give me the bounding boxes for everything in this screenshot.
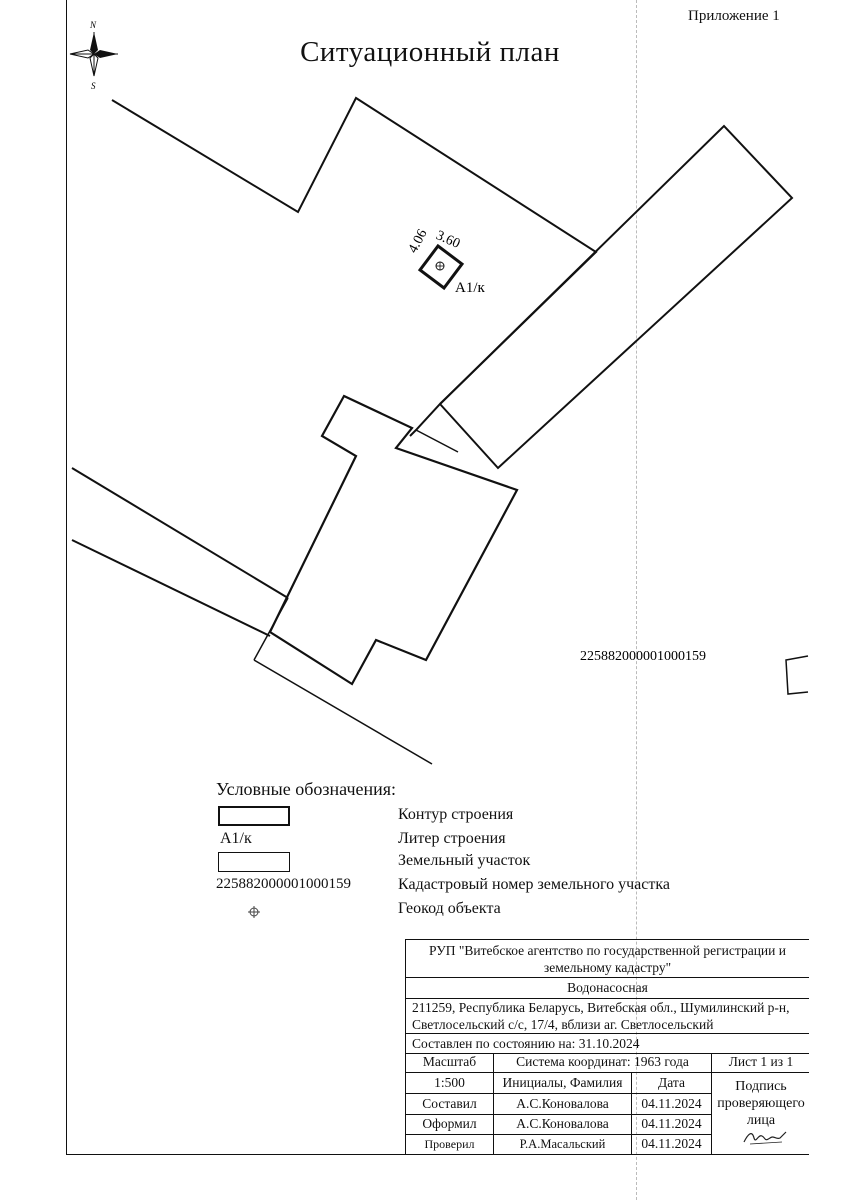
map-cadastral-number: 225882000001000159: [580, 649, 706, 664]
legend-geocode-icon: [246, 904, 262, 920]
tb-coord-system: Система координат: 1963 года: [494, 1054, 712, 1072]
legend-land-parcel-symbol: [218, 852, 290, 872]
legend-building-contour-symbol: [218, 806, 290, 826]
tb-date-compiled: 04.11.2024: [632, 1094, 712, 1114]
tb-date-prepared: 04.11.2024: [632, 1114, 712, 1134]
tb-address: 211259, Республика Беларусь, Витебская обл., Шумилинский р-н, Светлосельский с/с, 17/4, вблизи аг. Светлосельский: [406, 998, 809, 1034]
legend-cadastral-text: Кадастровый номер земельного участка: [398, 876, 670, 893]
tb-row-compiled: [406, 1094, 711, 1115]
tb-object-name: Водонасосная: [406, 978, 809, 999]
signature-mark: [742, 1126, 790, 1148]
compass-south-label: S: [91, 81, 96, 91]
compass-north-label: N: [90, 20, 97, 30]
tb-col-signature: Подпись проверяющего лица: [717, 1079, 805, 1128]
tb-scale-label: Масштаб: [406, 1054, 494, 1072]
tb-role-checked: Проверил: [406, 1134, 494, 1154]
tb-row-checked: [406, 1134, 711, 1154]
neighbor-strip-upper: [440, 126, 792, 468]
building-litera-label: A1/к: [455, 280, 485, 296]
legend-litera-symbol: A1/к: [220, 830, 252, 847]
tb-role-prepared: Оформил: [406, 1114, 494, 1134]
tb-col-names: Инициалы, Фамилия: [494, 1072, 632, 1094]
tb-organization: РУП "Витебское агентство по государственной регистрации и земельному кадастру": [406, 940, 809, 978]
legend-building-contour-text: Контур строения: [398, 806, 514, 823]
tb-role-compiled: Составил: [406, 1094, 494, 1114]
tb-sheet-total: 1: [786, 1054, 794, 1069]
page-title: Ситуационный план: [300, 36, 560, 68]
building-dim-a: 4.06: [405, 227, 431, 256]
tb-col-date: Дата: [632, 1072, 712, 1094]
tb-name-prepared: А.С.Коновалова: [494, 1114, 632, 1134]
tb-sheet-of: из: [770, 1054, 784, 1069]
tb-sheet-label: Лист: [728, 1054, 758, 1069]
legend-geocode-text: Геокод объекта: [398, 900, 501, 917]
appendix-label: Приложение 1: [688, 8, 780, 24]
compass-rose-icon: [70, 20, 118, 91]
tb-sheet-info: [712, 1054, 810, 1072]
tb-row-prepared: [406, 1114, 711, 1135]
tb-scale-value: 1:500: [406, 1072, 494, 1094]
tb-sheet-num: 1: [760, 1054, 768, 1069]
edge-bracket-mark: [786, 656, 808, 694]
tb-name-compiled: А.С.Коновалова: [494, 1094, 632, 1114]
neighbor-strip-lower: [72, 468, 288, 598]
adjacent-building-outline: [270, 396, 517, 684]
land-parcel-outline: [112, 98, 596, 436]
legend-litera-text: Литер строения: [398, 830, 506, 847]
legend-cadastral-symbol: 225882000001000159: [216, 876, 351, 892]
tb-name-checked: Р.А.Масальский: [494, 1134, 632, 1154]
tb-state-date: Составлен по состоянию на: 31.10.2024: [406, 1034, 809, 1054]
legend-land-parcel-text: Земельный участок: [398, 852, 531, 869]
legend-heading: Условные обозначения:: [216, 779, 397, 799]
title-block: [405, 939, 809, 1155]
building-a1k: [406, 227, 486, 296]
building-dim-b: 3.60: [433, 228, 463, 252]
tb-row-header1: [406, 1054, 809, 1073]
tb-date-checked: 04.11.2024: [632, 1134, 712, 1154]
